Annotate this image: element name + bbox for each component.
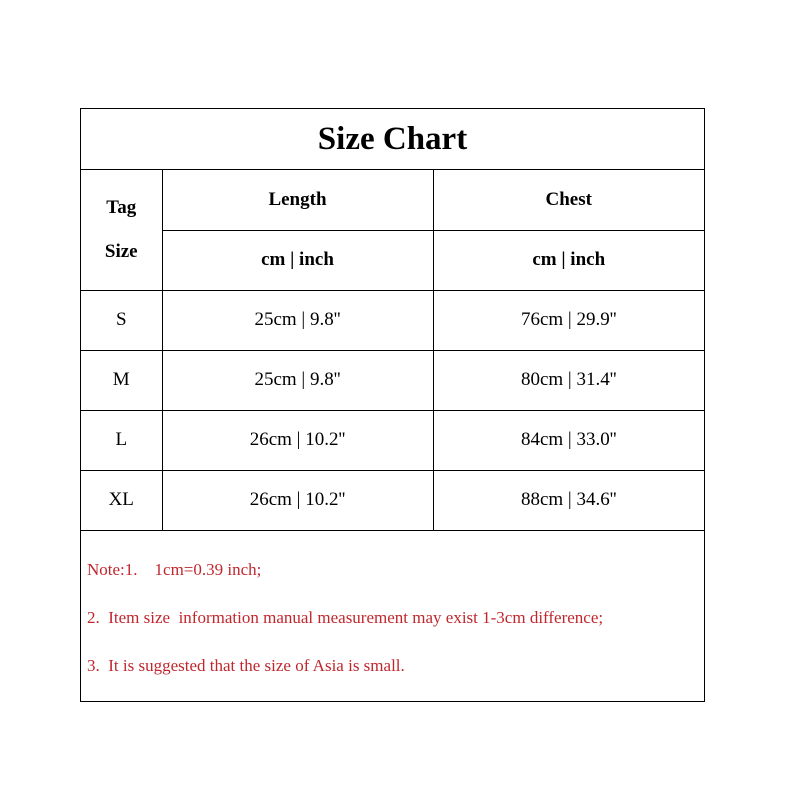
length-cell: 25cm | 9.8''	[162, 350, 433, 410]
length-cell: 25cm | 9.8''	[162, 290, 433, 350]
size-cell: L	[81, 410, 162, 470]
header-row	[81, 170, 704, 230]
size-cell: S	[81, 290, 162, 350]
chest-cell: 88cm | 34.6''	[433, 470, 704, 530]
size-cell: XL	[81, 470, 162, 530]
table-row	[81, 350, 704, 410]
length-cell: 26cm | 10.2''	[162, 470, 433, 530]
size-cell: M	[81, 350, 162, 410]
chest-unit: cm | inch	[433, 230, 704, 290]
chart-title: Size Chart	[81, 109, 704, 170]
table-row	[81, 290, 704, 350]
chest-cell: 76cm | 29.9''	[433, 290, 704, 350]
tag-size-header	[81, 170, 162, 290]
note-1: Note:1. 1cm=0.39 inch;	[87, 560, 262, 579]
chest-cell: 84cm | 33.0''	[433, 410, 704, 470]
note-3: 3. It is suggested that the size of Asia is small.	[87, 656, 405, 675]
table-row	[81, 410, 704, 470]
chest-cell: 80cm | 31.4''	[433, 350, 704, 410]
chest-header: Chest	[433, 170, 704, 230]
length-cell: 26cm | 10.2''	[162, 410, 433, 470]
size-table	[81, 170, 704, 531]
size-chart	[80, 108, 705, 702]
unit-row	[81, 230, 704, 290]
length-header: Length	[162, 170, 433, 230]
note-2: 2. Item size information manual measurement may exist 1-3cm difference;	[87, 608, 604, 627]
tag-size-line2: Size	[104, 240, 138, 262]
table-row	[81, 470, 704, 530]
length-unit: cm | inch	[162, 230, 433, 290]
tag-size-line1: Tag	[106, 196, 137, 218]
